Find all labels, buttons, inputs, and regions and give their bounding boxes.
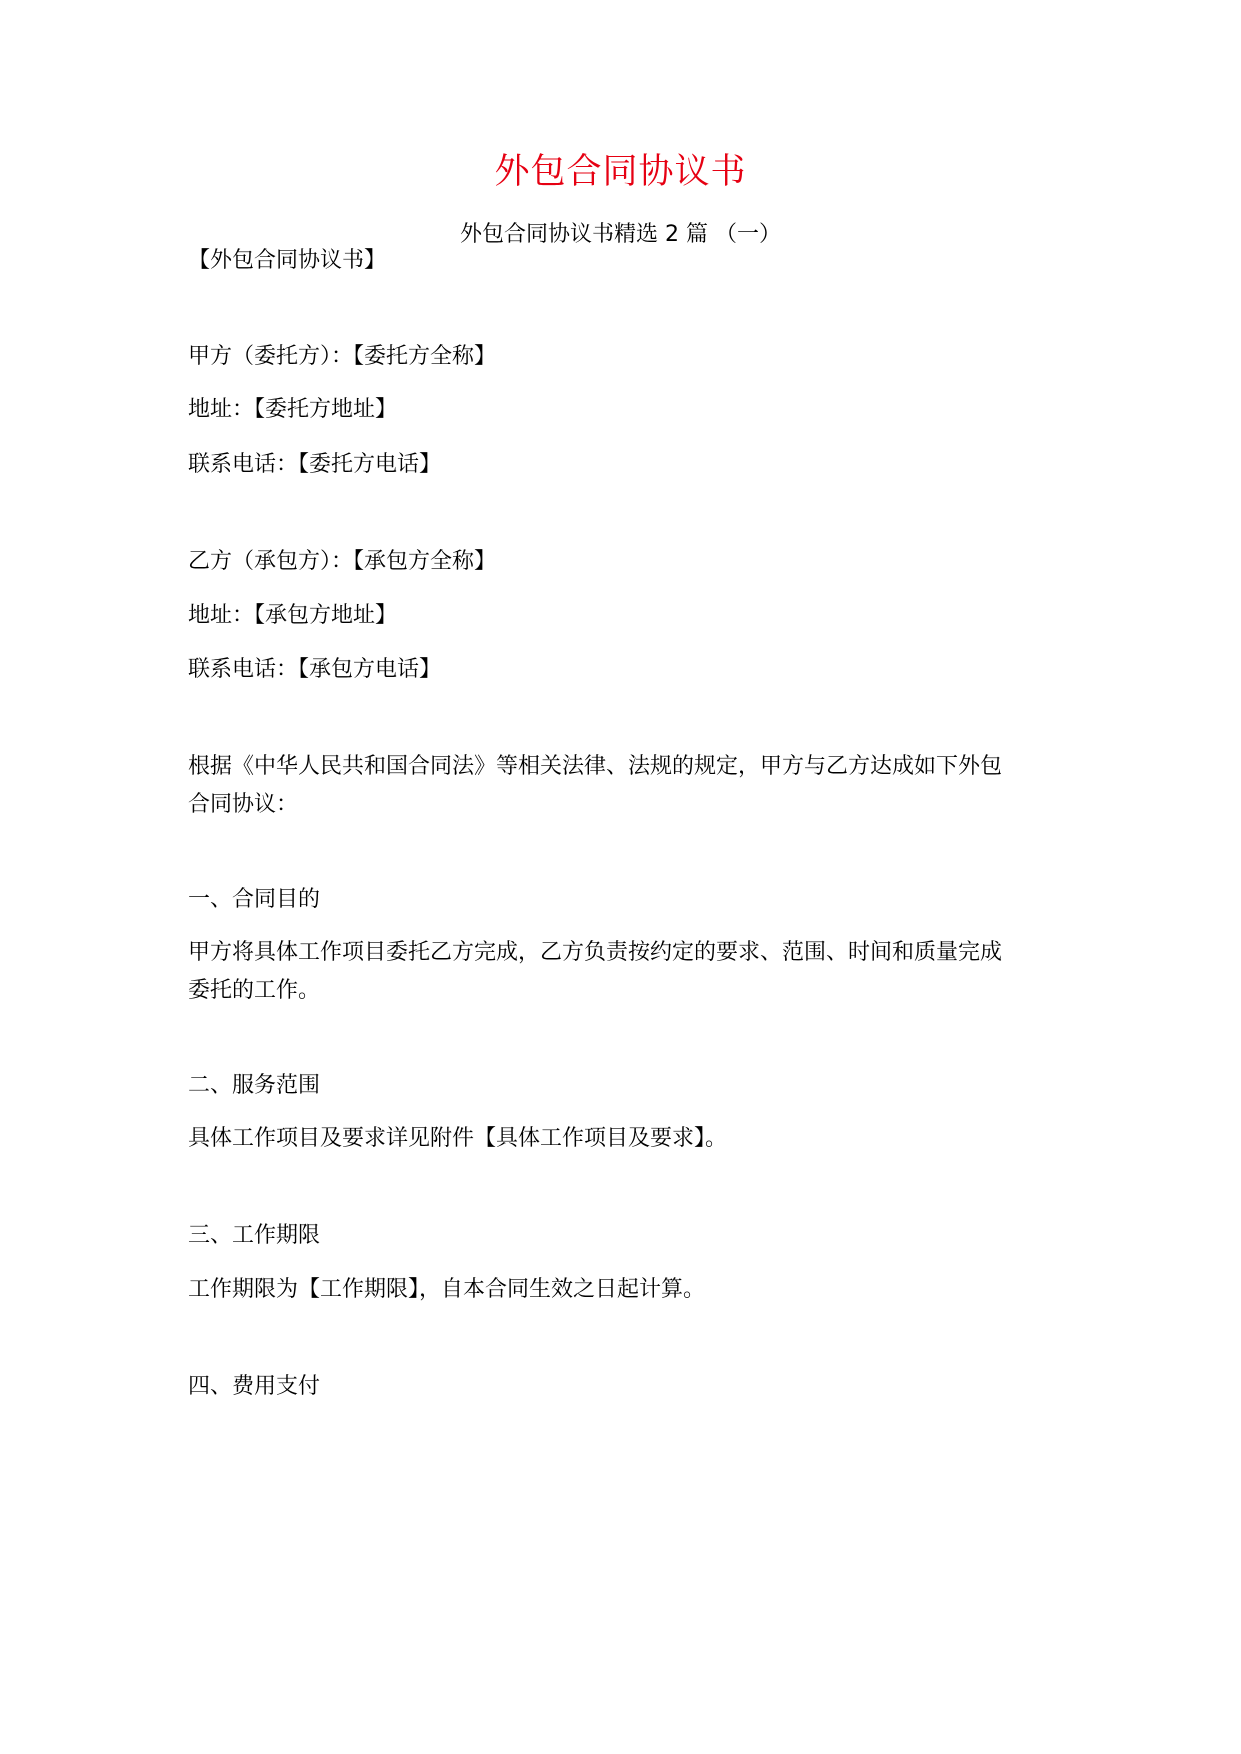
document-label: 【外包合同协议书】 (188, 248, 387, 273)
intro-paragraph-line2: 合同协议： (188, 792, 299, 817)
document-subtitle: 外包合同协议书精选 2 篇 （一） (460, 222, 781, 247)
party-a-address: 地址：【委托方地址】 (188, 397, 398, 422)
section-heading-payment: 四、费用支付 (188, 1374, 321, 1399)
party-b-phone: 联系电话：【承包方电话】 (188, 657, 442, 682)
party-a-name: 甲方（委托方）：【委托方全称】 (188, 344, 497, 369)
party-b-address: 地址：【承包方地址】 (188, 603, 398, 628)
section-body-term: 工作期限为【工作期限】，自本合同生效之日起计算。 (188, 1277, 706, 1302)
document-title: 外包合同协议书 (494, 152, 747, 192)
section-body-purpose-line2: 委托的工作。 (188, 978, 321, 1003)
party-b-name: 乙方（承包方）：【承包方全称】 (188, 549, 497, 574)
section-body-purpose-line1: 甲方将具体工作项目委托乙方完成，乙方负责按约定的要求、范围、时间和质量完成 (188, 940, 1003, 965)
intro-paragraph-line1: 根据《中华人民共和国合同法》等相关法律、法规的规定，甲方与乙方达成如下外包 (188, 754, 1003, 779)
section-heading-scope: 二、服务范围 (188, 1073, 321, 1098)
section-heading-term: 三、工作期限 (188, 1223, 321, 1248)
party-a-phone: 联系电话：【委托方电话】 (188, 452, 442, 477)
section-body-scope: 具体工作项目及要求详见附件【具体工作项目及要求】。 (188, 1126, 728, 1151)
section-heading-purpose: 一、合同目的 (188, 887, 321, 912)
